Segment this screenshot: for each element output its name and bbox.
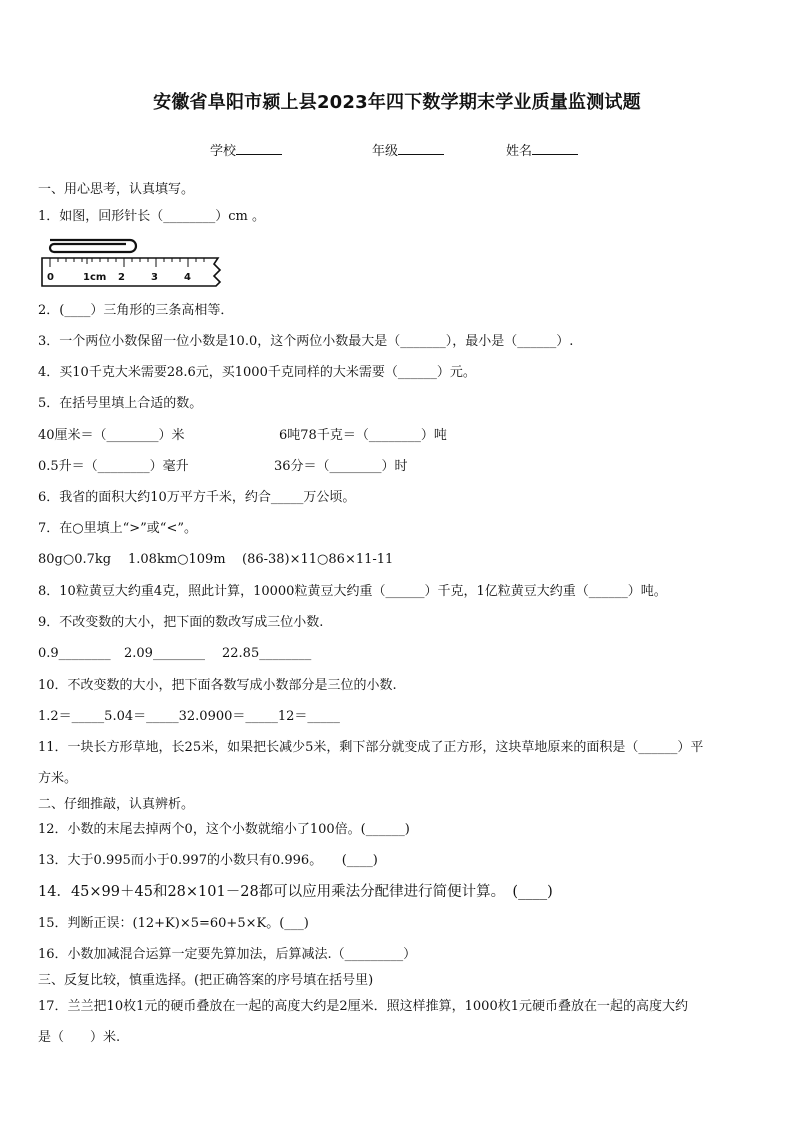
grade-field: [372, 140, 444, 159]
ruler-label: 0: [47, 272, 54, 283]
name-label: 姓名: [506, 144, 533, 159]
question-2: 2．(____）三角形的三条高相等．: [38, 303, 234, 318]
grade-label: 年级: [372, 144, 399, 159]
question-10: 10．不改变数的大小，把下面各数写成小数部分是三位的小数.: [38, 678, 397, 693]
section-2-heading: 二、仔细推敲，认真辨析。: [38, 797, 195, 812]
question-15: 15．判断正误：(12+K)×5=60+5×K。(___): [38, 916, 309, 931]
question-12: 12．小数的末尾去掉两个0，这个小数就缩小了100倍。(______): [38, 822, 410, 837]
question-3: 3．一个两位小数保留一位小数是10.0，这个两位小数最大是（_______），最小是（______）.: [38, 334, 574, 349]
question-9c: 22.85________: [222, 646, 312, 661]
name-blank[interactable]: [532, 142, 578, 155]
section-3-heading: 三、反复比较，慎重选择。(把正确答案的序号填在括号里): [38, 973, 374, 988]
question-14: 14．45×99＋45和28×101－28都可以应用乘法分配律进行简便计算。 (____): [38, 884, 553, 900]
ruler-label: 1cm: [83, 272, 107, 283]
ruler-label: 2: [118, 272, 125, 283]
question-17-continued: 是（ ）米.: [38, 1030, 121, 1045]
question-5: 5．在括号里填上合适的数。: [38, 396, 203, 411]
school-blank[interactable]: [236, 142, 282, 155]
question-5d: 36分＝（________）时: [274, 459, 408, 474]
grade-blank[interactable]: [398, 142, 444, 155]
question-11-continued: 方米。: [38, 771, 78, 786]
school-label: 学校: [210, 144, 237, 159]
ruler-figure: [40, 236, 230, 288]
question-10-answers: 1.2＝_____5.04＝_____32.0900＝_____12＝_____: [38, 709, 340, 724]
question-1: 1．如图，回形针长（________）cm 。: [38, 209, 266, 224]
question-5c: 0.5升＝（________）毫升: [38, 459, 189, 474]
question-9a: 0.9________: [38, 646, 111, 661]
question-7c: (86-38)×11○86×11-11: [242, 552, 394, 567]
question-17: 17．兰兰把10枚1元的硬币叠放在一起的高度大约是2厘米．照这样推算，1000枚1元硬币叠放在一起的高度大约: [38, 999, 688, 1014]
page-title: 安徽省阜阳市颍上县2023年四下数学期末学业质量监测试题: [153, 92, 641, 113]
question-7a: 80g○0.7kg: [38, 552, 112, 567]
question-5a: 40厘米＝（________）米: [38, 428, 185, 443]
question-16: 16．小数加减混合运算一定要先算加法，后算减法.（_________）: [38, 947, 417, 962]
ruler-with-paperclip: [40, 236, 230, 288]
question-5b: 6吨78千克＝（________）吨: [279, 428, 447, 443]
ruler-label: 3: [151, 272, 158, 283]
name-field: [506, 140, 578, 159]
question-9: 9．不改变数的大小，把下面的数改写成三位小数.: [38, 615, 324, 630]
question-7: 7．在○里填上“>”或“<”。: [38, 521, 197, 536]
section-1-heading: 一、用心思考，认真填写。: [38, 182, 195, 197]
school-field: [210, 140, 282, 159]
question-8: 8．10粒黄豆大约重4克，照此计算，10000粒黄豆大约重（______）千克，1亿粒黄豆大约重（______）吨。: [38, 584, 667, 599]
question-13: 13．大于0.995而小于0.997的小数只有0.996。 (____): [38, 853, 378, 868]
question-9b: 2.09________: [124, 646, 205, 661]
question-4: 4．买10千克大米需要28.6元，买1000千克同样的大米需要（______）元。: [38, 365, 476, 380]
question-7b: 1.08km○109m: [128, 552, 226, 567]
question-11: 11．一块长方形草地，长25米，如果把长减少5米，剩下部分就变成了正方形，这块草地原来的面积是（______）平: [38, 740, 704, 755]
question-6: 6．我省的面积大约10万平方千米，约合_____万公顷。: [38, 490, 356, 505]
ruler-label: 4: [184, 272, 191, 283]
